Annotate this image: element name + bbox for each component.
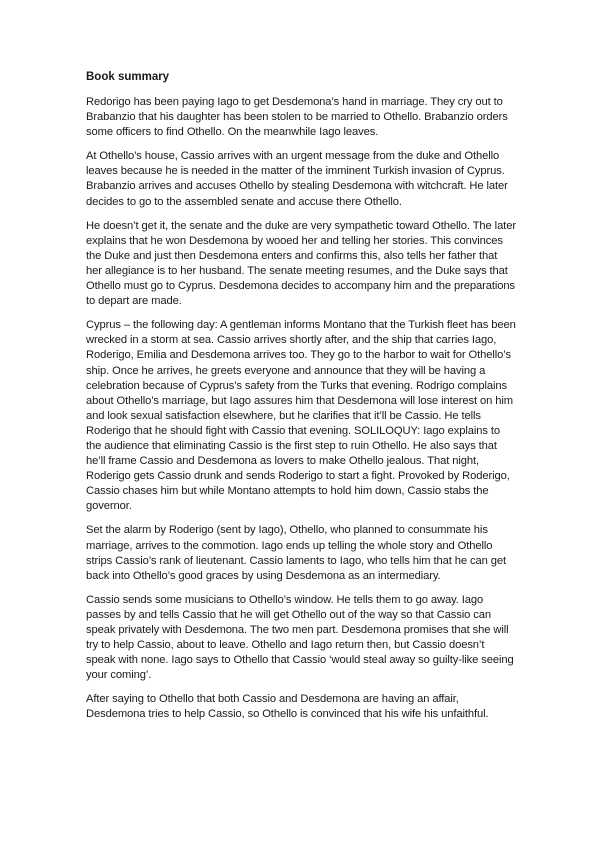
paragraph: Redorigo has been paying Iago to get Desdemona’s hand in marriage. They cry out to Brabanzio that his daughter has been stolen to be married to Othello. Brabanzio orders some officers to find Othello. On the meanwhile Iago leaves. [86, 96, 508, 139]
paragraph: Cyprus – the following day: A gentleman informs Montano that the Turkish fleet has been wrecked in a storm at sea. Cassio arrives shortly after, and the ship that carries Iago, Roderigo, Emilia and Desdemona arrives too. They go to the harbor to wait for Othello’s ship. Once he arrives, he greets everyone and announce that they will be having a celebration because of Cyprus’s safety from the Turks that evening. Rodrigo complains about Othello’s marriage, but Iago assures him that Desdemona will lose interest on him and look sexual satisfaction elsewhere, but he clarifies that it’ll be Cassio. He tells Roderigo that he should fight with Cassio that evening. SOLILOQUY: Iago explains to the audience that eliminating Cassio is the first step to ruin Othello. He also says that he’ll frame Cassio and Desdemona as lovers to make Othello jealous. That night, Roderigo gets Cassio drunk and sends Roderigo to start a fight. Provoked by Roderigo, Cassio chases him but while Montano attempts to hold him down, Cassio stabs the governor. [86, 319, 516, 513]
paragraph: Cassio sends some musicians to Othello’s window. He tells them to go away. Iago passes by and tells Cassio that he will get Othello out of the way so that Cassio can speak privately with Desdemona. The two men part. Desdemona promises that she will try to help Cassio, about to leave. Othello and Iago return then, but Cassio doesn’t speak with none. Iago says to Othello that Cassio ‘would steal away so guilty-like seeing your coming’. [86, 593, 514, 682]
paragraph: At Othello’s house, Cassio arrives with an urgent message from the duke and Othello leaves because he is needed in the matter of the imminent Turkish invasion of Cyprus. Brabanzio arrives and accuses Othello by stealing Desdemona with witchcraft. He later decides to go to the assembled senate and accuse there Othello. [86, 150, 508, 208]
paragraph: He doesn’t get it, the senate and the duke are very sympathetic toward Othello. The later explains that he won Desdemona by wooed her and telling her stories. This convinces the Duke and just then Desdemona enters and confirms this, also tells her father that her allegiance is to her husband. The senate meeting resumes, and the Duke says that Othello must go to Cyprus. Desdemona decides to accompany him and the preparations to depart are made. [86, 219, 516, 308]
paragraph: Set the alarm by Roderigo (sent by Iago), Othello, who planned to consummate his marriage, arrives to the commotion. Iago ends up telling the whole story and Othello strips Cassio’s rank of lieutenant. Cassio laments to Iago, who tells him that he can get back into Othello’s good graces by using Desdemona as an intermediary. [86, 524, 506, 582]
document-title: Book summary [86, 71, 170, 83]
paragraph: After saying to Othello that both Cassio and Desdemona are having an affair, Desdemona tries to help Cassio, so Othello is convinced that his wife his unfaithful. [86, 693, 489, 721]
